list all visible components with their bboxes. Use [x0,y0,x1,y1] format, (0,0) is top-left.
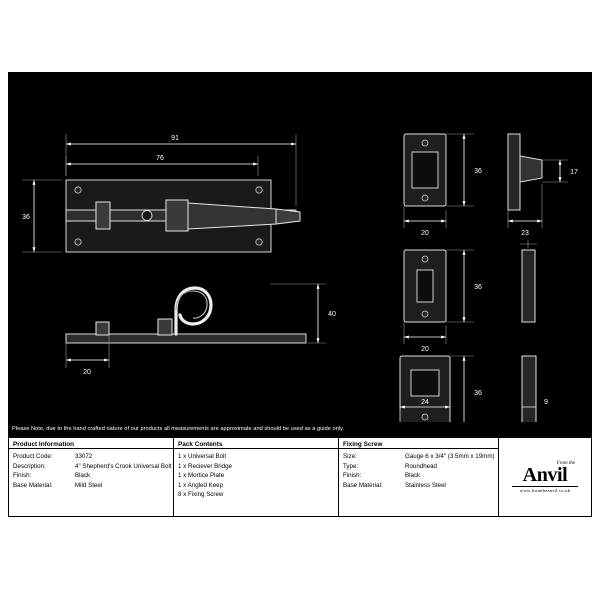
table-row [13,481,173,491]
screw-finish-label: Finish: [343,472,362,479]
product-code-value: 33072 [75,453,93,460]
product-code-label: Product Code: [13,453,53,460]
dim-receiver-bridge-thickness: 9 [544,399,548,406]
dim-keep-top-height: 36 [474,168,482,175]
fixing-screw-header: Fixing Screw [339,438,498,449]
technical-drawing-panel [8,72,592,422]
list-item [178,452,338,462]
brand-divider [512,486,578,487]
brand-logo [499,438,591,516]
table-row [13,452,173,462]
screw-base-material-label: Base Material: [343,481,383,489]
description-value: 4" Shepherd's Crook Universal Bolt [75,462,172,470]
dim-bolt-plate-height: 36 [22,214,30,221]
table-row [343,481,498,491]
screw-type-value: Roundhead [405,462,437,470]
dim-receiver-bridge-width: 24 [421,399,429,406]
product-information-header: Product Information [9,438,173,449]
dim-mortice-plate-width: 20 [421,346,429,353]
base-material-label: Base Material: [13,481,53,489]
screw-size-label: Size: [343,453,357,460]
description-label: Description: [13,462,46,470]
brand-url: www.fromtheanvil.co.uk [519,488,571,493]
screw-finish-value: Black [405,472,421,479]
specification-table [8,437,592,517]
pack-item: 8 x Fixing Screw [178,491,224,498]
table-row [13,462,173,472]
dim-crook-height: 40 [328,311,336,318]
dim-angled-keep-height: 17 [570,169,578,176]
dim-angled-keep-width: 23 [521,230,529,237]
dim-bolt-plate-length: 76 [156,155,164,162]
brand-tagline: From the [556,461,575,466]
pack-item: 1 x Angled Keep [178,481,224,489]
table-row [343,452,498,462]
list-item [178,490,338,500]
pack-item: 1 x Universal Bolt [178,453,227,460]
list-item [178,462,338,472]
brand-name: Anvil [522,464,568,486]
screw-size-value: Gauge 6 x 3/4" (3.5mm x 19mm) [405,453,495,460]
dim-receiver-bridge-height: 36 [474,390,482,397]
screw-base-material-value: Stainless Steel [405,481,446,489]
pack-item: 1 x Mortice Plate [178,472,225,479]
dim-bolt-total-length: 91 [171,135,179,142]
dim-crook-offset: 20 [83,369,91,376]
dim-keep-top-width: 20 [421,230,429,237]
technical-drawing [8,72,592,422]
pack-contents-column [174,438,339,516]
dim-mortice-plate-height: 36 [474,284,482,291]
screw-type-label: Type: [343,462,359,470]
table-row [13,471,173,481]
list-item [178,481,338,491]
measurement-note: Please Note, due to the hand crafted nature of our products all measurements are approximate and should be used as a guide only. [8,422,592,437]
finish-label: Finish: [13,472,32,479]
product-information-column [9,438,174,516]
finish-value: Black [75,472,91,479]
table-row [343,462,498,472]
base-material-value: Mild Steel [75,481,103,489]
fixing-screw-column [339,438,499,516]
pack-item: 1 x Reciever Bridge [178,462,232,470]
table-row [343,471,498,481]
pack-contents-header: Pack Contents [174,438,338,449]
brand-column [499,438,591,516]
list-item [178,471,338,481]
